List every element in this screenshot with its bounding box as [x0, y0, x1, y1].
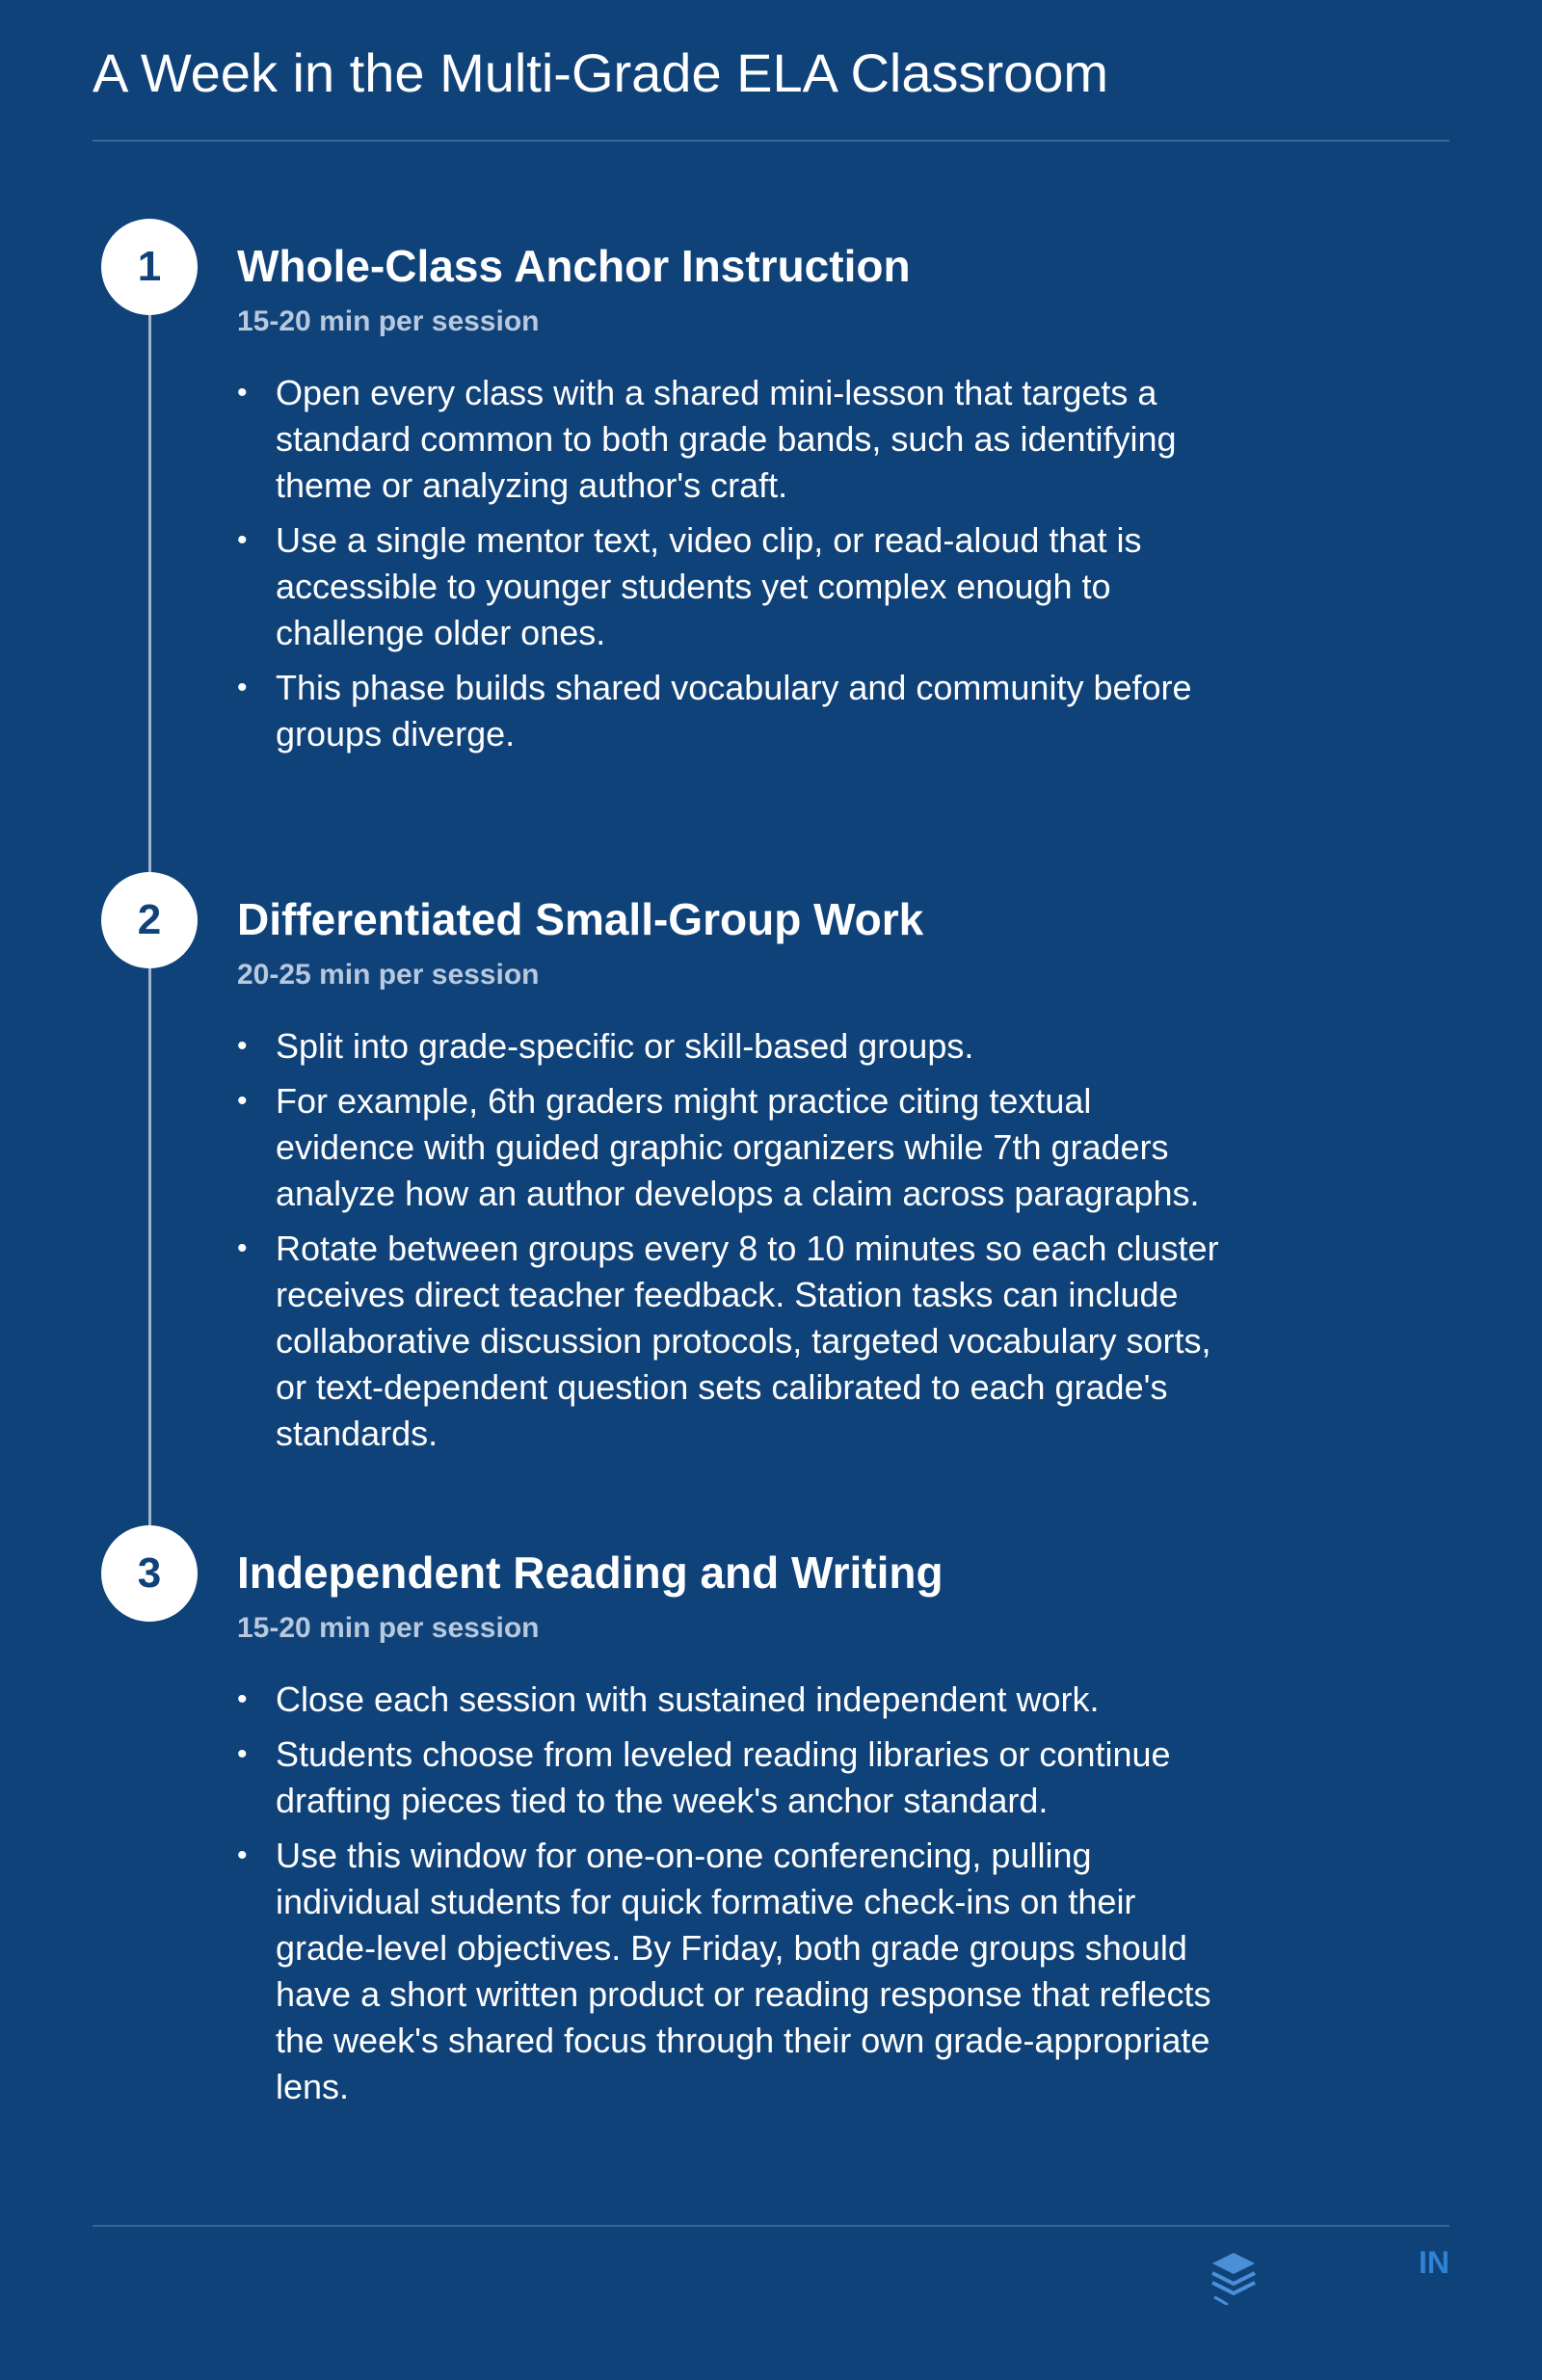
step-title: Differentiated Small-Group Work: [237, 894, 924, 944]
bullet-icon: •: [237, 1232, 248, 1264]
step-section: [237, 890, 1219, 1466]
timeline-connector: [148, 267, 151, 884]
footer-brand-text: IN: [1419, 2245, 1449, 2280]
bullet-icon: •: [237, 524, 248, 556]
step-duration: 20-25 min per session: [237, 959, 540, 991]
bullet-icon: •: [237, 377, 248, 409]
step-number-badge: 2: [101, 872, 198, 968]
bullet-icon: •: [237, 1683, 248, 1715]
list-item: • This phase builds shared vocabulary and community before groups diverge.: [237, 665, 1239, 757]
stacked-layers-icon: [1205, 2247, 1263, 2305]
list-item: • For example, 6th graders might practice citing textual evidence with guided graphic organizers while 7th graders analyze how an author develops a claim across paragraphs.: [237, 1078, 1239, 1217]
step-section: [237, 237, 1201, 766]
list-item: • Rotate between groups every 8 to 10 minutes so each cluster receives direct teacher feedback. Station tasks can include collaborative discussion protocols, targeted vocabulary sorts, or text-dependent question sets calibrated to each grade's standards.: [237, 1226, 1239, 1457]
bullet-icon: •: [237, 1738, 248, 1770]
list-item: • Students choose from leveled reading libraries or continue drafting pieces tied to the week's anchor standard.: [237, 1732, 1239, 1824]
step-number-badge: 3: [101, 1525, 198, 1622]
header-divider: [93, 140, 1449, 142]
timeline-connector: [148, 920, 151, 1537]
bullet-icon: •: [237, 1839, 248, 1871]
step-title: Whole-Class Anchor Instruction: [237, 241, 911, 291]
bullet-icon: •: [237, 672, 248, 703]
bullet-list: [237, 370, 1201, 757]
step-title: Independent Reading and Writing: [237, 1547, 944, 1598]
bullet-list: [237, 1677, 1211, 2110]
list-item: • Use this window for one-on-one conferencing, pulling individual students for quick formative check-ins on their grade-level objectives. By Friday, both grade groups should have a short written product or reading response that reflects the week's shared focus through their own grade-appropriate lens.: [237, 1833, 1239, 2110]
page-title: A Week in the Multi-Grade ELA Classroom: [93, 42, 1109, 103]
footer-divider: [93, 2225, 1449, 2227]
bullet-icon: •: [237, 1030, 248, 1062]
step-section: [237, 1544, 1211, 2119]
list-item: • Split into grade-specific or skill-based groups.: [237, 1023, 1239, 1070]
list-item: • Use a single mentor text, video clip, or read-aloud that is accessible to younger students yet complex enough to challenge older ones.: [237, 517, 1239, 656]
step-duration: 15-20 min per session: [237, 1612, 540, 1644]
bullet-icon: •: [237, 1085, 248, 1117]
step-duration: 15-20 min per session: [237, 305, 540, 337]
bullet-list: [237, 1023, 1219, 1457]
list-item: • Close each session with sustained independent work.: [237, 1677, 1239, 1723]
list-item: • Open every class with a shared mini-lesson that targets a standard common to both grade bands, such as identifying theme or analyzing author's craft.: [237, 370, 1239, 509]
step-number-badge: 1: [101, 219, 198, 315]
